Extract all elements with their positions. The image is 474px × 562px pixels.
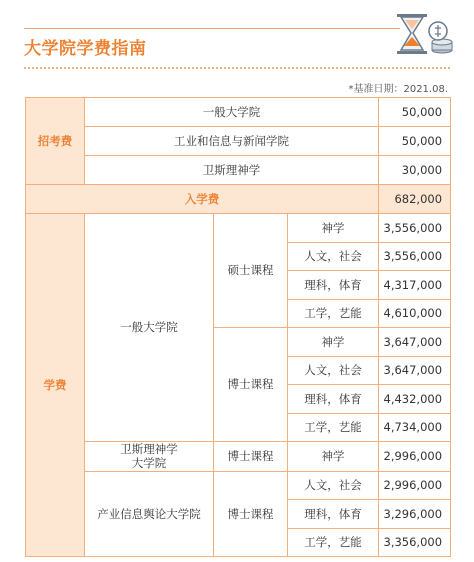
fee-amount: 4,317,000 [379, 271, 451, 300]
base-date-note: *基准日期：2021.08. [348, 84, 448, 95]
field-name: 理科，体育 [288, 500, 379, 529]
fee-amount: 50,000 [379, 127, 451, 156]
table-row [26, 156, 451, 185]
field-name: 神学 [288, 328, 379, 357]
fee-amount: 50,000 [379, 98, 451, 127]
field-name: 工学，艺能 [288, 299, 379, 328]
school-name-line: 大学院 [131, 456, 167, 471]
fee-amount: 2,996,000 [379, 442, 451, 472]
fee-amount: 682,000 [379, 185, 451, 214]
field-name: 人文，社会 [288, 242, 379, 271]
field-name: 人文，社会 [288, 471, 379, 500]
exam-fee-label: 招考费 [26, 98, 85, 185]
fee-amount: 4,610,000 [379, 299, 451, 328]
school-name: 卫斯理神学 [85, 156, 379, 185]
school-name: 工业和信息与新闻学院 [85, 127, 379, 156]
field-name: 工学，艺能 [288, 528, 379, 557]
fee-amount: 3,647,000 [379, 328, 451, 357]
course-name: 硕士课程 [214, 214, 288, 328]
field-name: 神学 [288, 214, 379, 243]
table-row [26, 214, 451, 243]
title-rule [24, 28, 400, 29]
entrance-fee-row [26, 185, 451, 214]
entrance-fee-label: 入学费 [26, 185, 379, 214]
field-name: 理科，体育 [288, 385, 379, 414]
fee-amount: 4,734,000 [379, 413, 451, 442]
school-name: 产业信息舆论大学院 [85, 471, 214, 557]
course-name: 博士课程 [214, 328, 288, 442]
field-name: 人文，社会 [288, 356, 379, 385]
field-name: 工学，艺能 [288, 413, 379, 442]
table-row [26, 442, 451, 472]
fee-amount: 3,556,000 [379, 242, 451, 271]
school-name [85, 442, 214, 472]
course-name: 博士课程 [214, 471, 288, 557]
table-row [26, 127, 451, 156]
fee-amount: 3,296,000 [379, 500, 451, 529]
dotted-divider [24, 67, 450, 69]
fee-amount: 3,556,000 [379, 214, 451, 243]
fee-amount: 30,000 [379, 156, 451, 185]
school-name: 一般大学院 [85, 98, 379, 127]
tuition-table [25, 97, 451, 557]
tuition-label: 学费 [26, 214, 85, 557]
field-name: 理科，体育 [288, 271, 379, 300]
school-name-line: 卫斯理神学 [120, 442, 178, 456]
table-row [26, 98, 451, 127]
hourglass-coins-icon [396, 12, 454, 58]
fee-amount: 3,647,000 [379, 356, 451, 385]
fee-amount: 4,432,000 [379, 385, 451, 414]
fee-amount: 2,996,000 [379, 471, 451, 500]
fee-amount: 3,356,000 [379, 528, 451, 557]
course-name: 博士课程 [214, 442, 288, 472]
table-row [26, 471, 451, 500]
field-name: 神学 [288, 442, 379, 472]
page-header [0, 0, 474, 72]
school-name: 一般大学院 [85, 214, 214, 442]
page-title: 大学院学费指南 [24, 39, 147, 59]
